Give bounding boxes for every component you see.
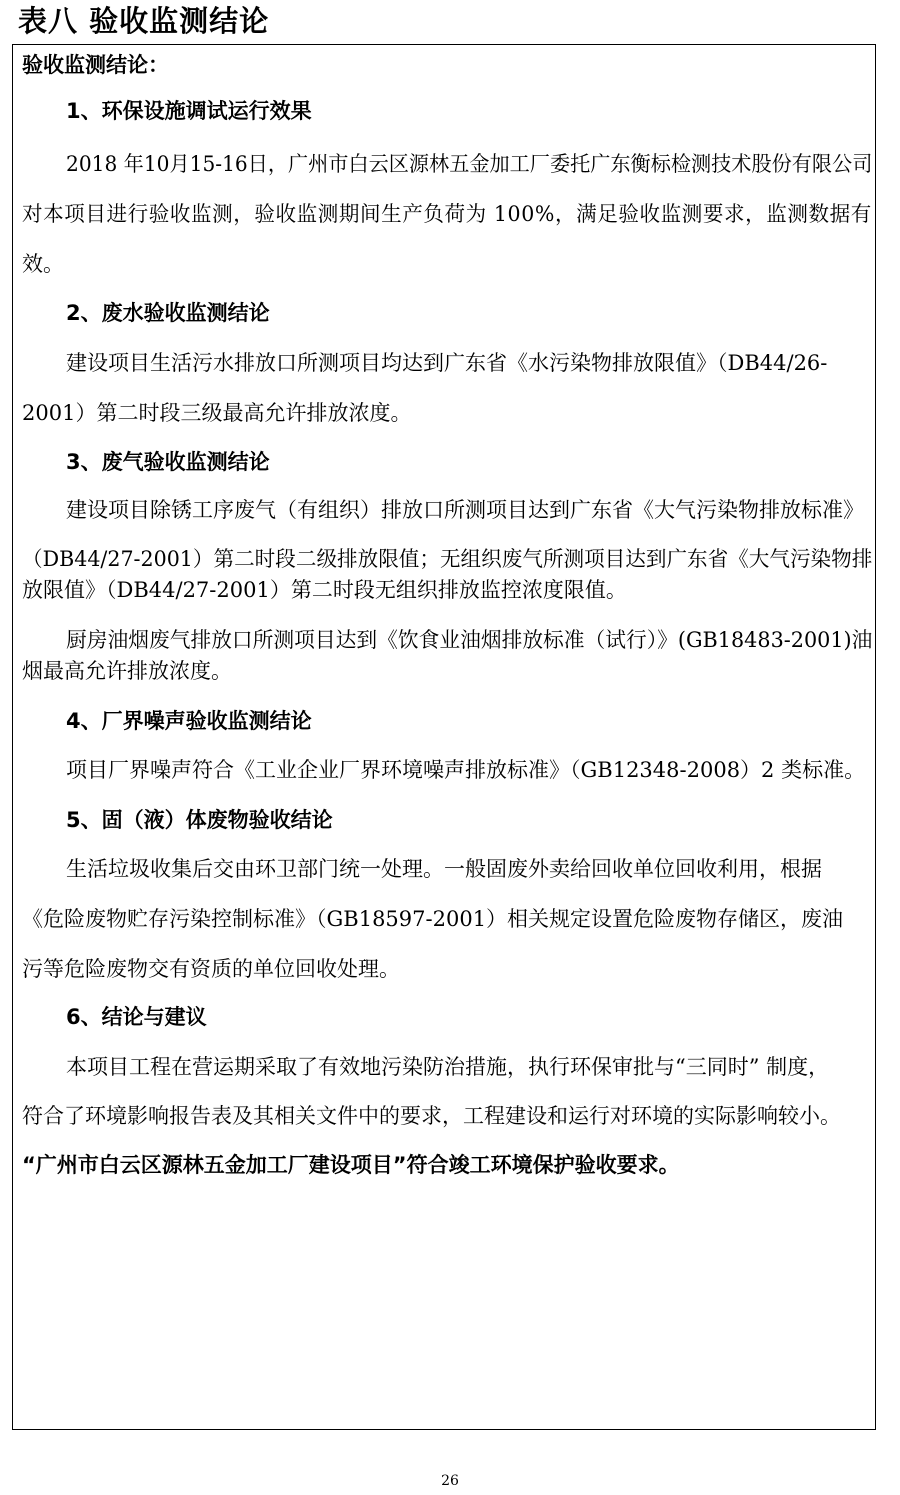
body-line: 项目厂界噪声符合《工业企业厂界环境噪声排放标准》（GB12348-2008）2 类标准。	[66, 758, 866, 782]
body-line: 《危险废物贮存污染控制标准》（GB18597-2001）相关规定设置危险废物存储区，废油	[22, 907, 844, 931]
body-line: 效。	[22, 252, 64, 276]
section-heading-5: 5、固（液）体废物验收结论	[66, 808, 333, 832]
section-heading-6: 6、结论与建议	[66, 1005, 207, 1029]
body-line: 符合了环境影响报告表及其相关文件中的要求，工程建设和运行对环境的实际影响较小。	[22, 1104, 841, 1128]
section-heading-4: 4、厂界噪声验收监测结论	[66, 709, 312, 733]
body-line: 烟最高允许排放浓度。	[22, 659, 232, 683]
body-line: 2018 年10月15-16日，广州市白云区源林五金加工厂委托广东衡标检测技术股份有限公司	[66, 152, 873, 176]
body-line: 建设项目除锈工序废气（有组织）排放口所测项目达到广东省《大气污染物排放标准》	[66, 498, 864, 522]
final-conclusion: “广州市白云区源林五金加工厂建设项目”符合竣工环境保护验收要求。	[22, 1153, 680, 1177]
body-line: 建设项目生活污水排放口所测项目均达到广东省《水污染物排放限值》（DB44/26-	[66, 351, 828, 375]
body-line: 厨房油烟废气排放口所测项目达到《饮食业油烟排放标准（试行）》(GB18483-2001)油	[66, 628, 873, 652]
body-line: （DB44/27-2001）第二时段二级排放限值；无组织废气所测项目达到广东省《大气污染物排	[22, 547, 873, 571]
box-heading: 验收监测结论：	[22, 53, 169, 77]
section-heading-1: 1、环保设施调试运行效果	[66, 99, 312, 123]
conclusion-box	[12, 44, 876, 1430]
page-title: 表八 验收监测结论	[18, 4, 270, 38]
section-heading-2: 2、废水验收监测结论	[66, 301, 270, 325]
body-line: 生活垃圾收集后交由环卫部门统一处理。一般固废外卖给回收单位回收利用，根据	[66, 857, 822, 881]
section-heading-3: 3、废气验收监测结论	[66, 450, 270, 474]
body-line: 对本项目进行验收监测，验收监测期间生产负荷为 100%，满足验收监测要求，监测数据有	[22, 202, 872, 226]
page-number: 26	[441, 1473, 459, 1489]
body-line: 本项目工程在营运期采取了有效地污染防治措施，执行环保审批与“三同时” 制度，	[66, 1055, 830, 1079]
body-line: 污等危险废物交有资质的单位回收处理。	[22, 957, 400, 981]
body-line: 放限值》（DB44/27-2001）第二时段无组织排放监控浓度限值。	[22, 578, 627, 602]
body-line: 2001）第二时段三级最高允许排放浓度。	[22, 401, 412, 425]
